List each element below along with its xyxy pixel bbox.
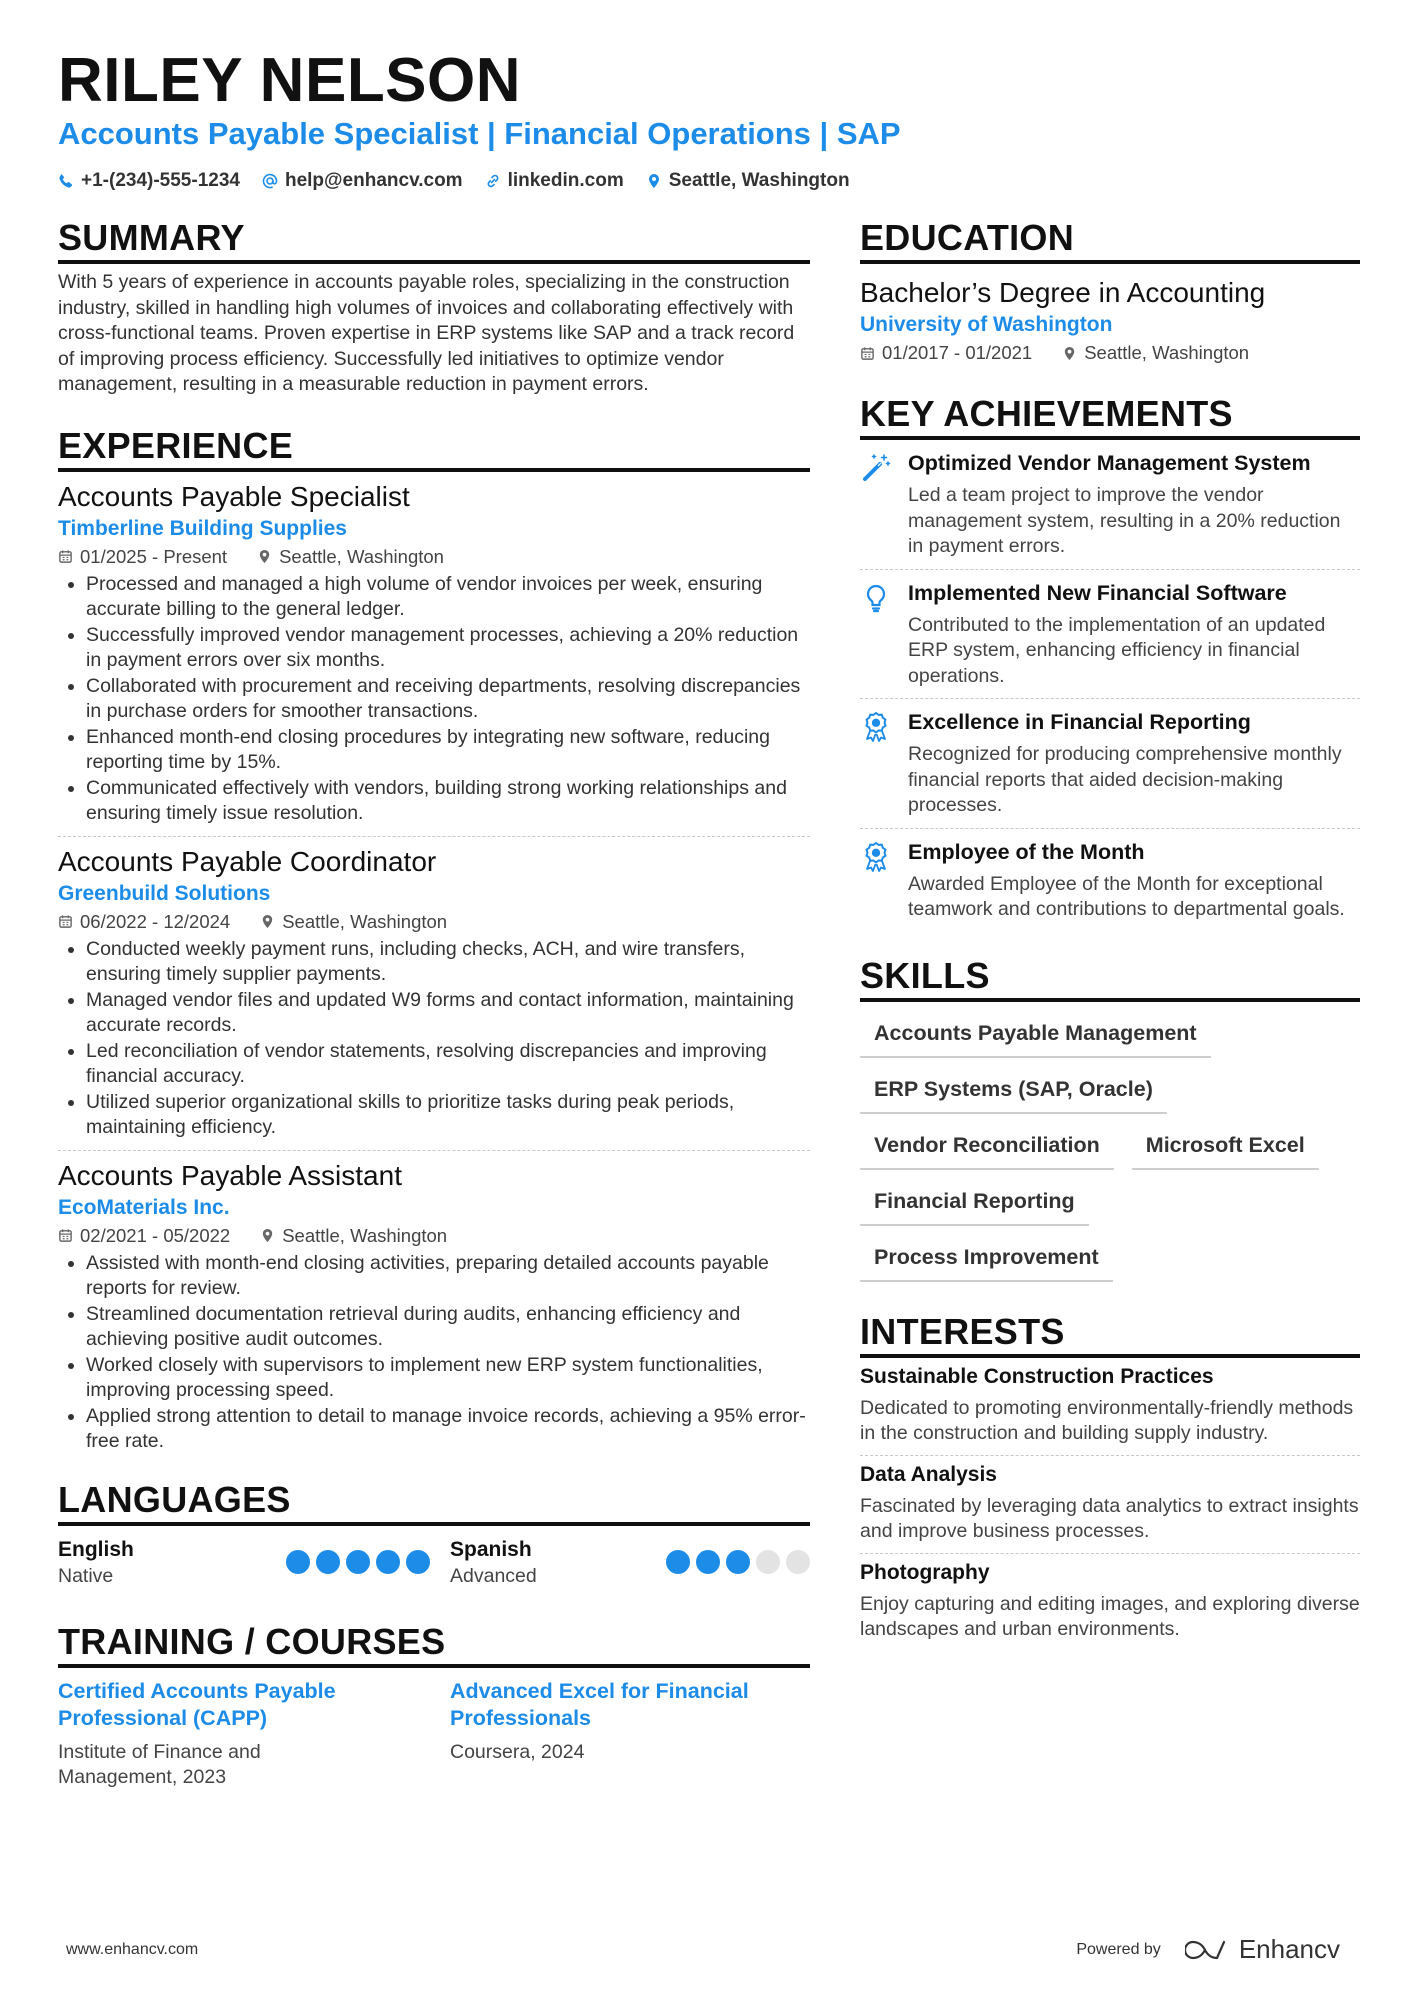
job-dates: 01/2025 - Present bbox=[80, 545, 228, 567]
location-pin-icon bbox=[646, 173, 662, 189]
training-provider: Institute of Finance and Management, 2023 bbox=[58, 1740, 261, 1788]
experience-section bbox=[58, 424, 810, 1464]
achievement-desc: Awarded Employee of the Month for exceptional teamwork and contributions to departmental goals. bbox=[908, 872, 1345, 920]
training-title-text: Certified Accounts Payable Professional (CAPP) bbox=[58, 1678, 336, 1730]
bullet-item: • Worked closely with supervisors to implement new ERP system functionalities, improving processing speed. bbox=[86, 1353, 810, 1404]
enhancv-logo-icon bbox=[1185, 1939, 1229, 1961]
interest-desc: Dedicated to promoting environmentally-friendly methods in the construction and building supply industry. bbox=[860, 1396, 1354, 1444]
contact-phone[interactable] bbox=[58, 168, 240, 194]
languages-section bbox=[58, 1478, 810, 1590]
location-pin-icon bbox=[257, 549, 272, 564]
contact-email[interactable] bbox=[262, 168, 463, 194]
training-title: TRAINING / COURSES bbox=[58, 1620, 810, 1668]
experience-title: EXPERIENCE bbox=[58, 424, 810, 472]
summary-text: With 5 years of experience in accounts payable roles, specializing in the construction industry, skilled in handling high volumes of invoices and collaborating effectively with cross-functional teams. Proven expertise in ERP systems like SAP and a track record of improving process efficiency. Successfully led initiatives to optimize vendor management, resulting in a measurable reduction in payment errors. bbox=[58, 271, 795, 395]
calendar-icon bbox=[58, 549, 73, 564]
achievement-desc: Led a team project to improve the vendor management system, resulting in a 20% reduction in payment errors. bbox=[908, 484, 1341, 557]
contact-phone-text: +1-(234)-555-1234 bbox=[81, 170, 240, 191]
calendar-icon bbox=[58, 914, 73, 929]
at-icon bbox=[262, 173, 278, 189]
bullet-item: • Managed vendor files and updated W9 forms and contact information, maintaining accurate records. bbox=[86, 988, 810, 1039]
bullet-item: • Utilized superior organizational skills to prioritize tasks during peak periods, maintaining efficiency. bbox=[86, 1090, 810, 1141]
education-section bbox=[860, 216, 1360, 366]
bullet-item: • Conducted weekly payment runs, including checks, ACH, and wire transfers, ensuring timely supplier payments. bbox=[86, 937, 810, 988]
language-name: Spanish bbox=[450, 1537, 532, 1561]
job-meta bbox=[58, 909, 810, 935]
contact-location bbox=[646, 168, 850, 194]
achievement-item bbox=[860, 699, 1360, 829]
skills-title: SKILLS bbox=[860, 954, 1360, 1002]
achievement-title: Implemented New Financial Software bbox=[908, 580, 1287, 605]
achievements-section bbox=[860, 392, 1360, 932]
footer-website[interactable]: www.enhancv.com bbox=[66, 1941, 199, 1958]
brand-name: Enhancv bbox=[1238, 1934, 1340, 1964]
education-title: EDUCATION bbox=[860, 216, 1360, 264]
language-level: Native bbox=[58, 1564, 114, 1587]
company-name: Greenbuild Solutions bbox=[58, 881, 271, 905]
degree-title: Bachelor’s Degree in Accounting bbox=[860, 277, 1266, 308]
rating-dot bbox=[726, 1550, 750, 1574]
bullet-item: • Processed and managed a high volume of vendor invoices per week, ensuring accurate billing to the general ledger. bbox=[86, 572, 810, 623]
job-location: Seattle, Washington bbox=[282, 910, 448, 932]
bullet-item: • Applied strong attention to detail to manage invoice records, achieving a 95% error-free rate. bbox=[86, 1404, 810, 1455]
bullet-item: • Assisted with month-end closing activities, preparing detailed accounts payable reports for review. bbox=[86, 1251, 810, 1302]
contact-linkedin[interactable] bbox=[485, 168, 624, 194]
language-name: English bbox=[58, 1537, 134, 1561]
job-bullets bbox=[58, 937, 810, 1141]
job-title: Accounts Payable Assistant bbox=[58, 1159, 402, 1191]
award-ribbon-icon bbox=[860, 841, 892, 873]
bullet-item: • Enhanced month-end closing procedures by integrating new software, reducing reporting time by 15%. bbox=[86, 725, 810, 776]
training-item bbox=[58, 1678, 450, 1791]
magic-wand-icon bbox=[860, 452, 892, 484]
job-meta bbox=[58, 544, 810, 570]
rating-dot bbox=[786, 1550, 810, 1574]
job-bullets bbox=[58, 1251, 810, 1455]
interests-title: INTERESTS bbox=[860, 1310, 1360, 1358]
interest-title: Data Analysis bbox=[860, 1462, 997, 1486]
language-level: Advanced bbox=[450, 1564, 537, 1587]
achievement-title: Optimized Vendor Management System bbox=[908, 451, 1311, 475]
candidate-headline: Accounts Payable Specialist | Financial Operations | SAP bbox=[58, 116, 901, 151]
achievement-desc: Recognized for producing comprehensive monthly financial reports that aided decision-making processes. bbox=[908, 743, 1342, 816]
interests-section bbox=[860, 1310, 1360, 1651]
phone-icon bbox=[58, 173, 74, 189]
candidate-name: RILEY NELSON bbox=[58, 46, 522, 115]
right-column bbox=[860, 216, 1360, 1651]
rating-dot bbox=[316, 1550, 340, 1574]
contact-email-text: help@enhancv.com bbox=[284, 170, 463, 191]
skills-section bbox=[860, 954, 1360, 1288]
location-pin-icon bbox=[260, 1228, 275, 1243]
skills-list bbox=[860, 1008, 1360, 1288]
bullet-item: • Successfully improved vendor management processes, achieving a 20% reduction in payment errors over six months. bbox=[86, 623, 810, 674]
contact-location-text: Seattle, Washington bbox=[668, 170, 850, 191]
job-location: Seattle, Washington bbox=[279, 545, 444, 567]
interest-item bbox=[860, 1358, 1360, 1456]
language-rating bbox=[666, 1550, 810, 1574]
footer-branding bbox=[1076, 1934, 1340, 1965]
bullet-item: • Streamlined documentation retrieval during audits, enhancing efficiency and achieving positive audit outcomes. bbox=[86, 1302, 810, 1353]
award-ribbon-icon bbox=[860, 711, 892, 743]
skill-tag: Accounts Payable Management bbox=[860, 1008, 1211, 1058]
powered-by-label: Powered by bbox=[1076, 1940, 1161, 1958]
job-title: Accounts Payable Coordinator bbox=[58, 845, 437, 877]
summary-title: SUMMARY bbox=[58, 216, 810, 264]
training-section bbox=[58, 1620, 810, 1791]
calendar-icon bbox=[58, 1228, 73, 1243]
bullet-item: • Collaborated with procurement and receiving departments, resolving discrepancies in purchase orders for smoother transactions. bbox=[86, 674, 810, 725]
training-item bbox=[450, 1678, 810, 1791]
achievement-desc: Contributed to the implementation of an updated ERP system, enhancing efficiency in financial operations. bbox=[908, 613, 1326, 687]
summary-section bbox=[58, 216, 810, 398]
achievement-item bbox=[860, 829, 1360, 932]
job-location: Seattle, Washington bbox=[282, 1224, 448, 1246]
language-rating bbox=[286, 1550, 430, 1574]
achievement-item bbox=[860, 440, 1360, 570]
contact-bar bbox=[58, 168, 850, 194]
job-title: Accounts Payable Specialist bbox=[58, 480, 410, 512]
lightbulb-icon bbox=[860, 582, 892, 614]
skill-tag: Microsoft Excel bbox=[1132, 1120, 1319, 1170]
languages-list bbox=[58, 1536, 810, 1590]
job-meta bbox=[58, 1223, 810, 1249]
language-item bbox=[450, 1536, 810, 1590]
interest-title: Photography bbox=[860, 1560, 990, 1584]
education-meta bbox=[860, 340, 1360, 366]
interest-title: Sustainable Construction Practices bbox=[860, 1364, 1214, 1388]
skill-tag: Financial Reporting bbox=[860, 1176, 1089, 1226]
training-list bbox=[58, 1678, 810, 1791]
skill-tag: Vendor Reconciliation bbox=[860, 1120, 1114, 1170]
interest-item bbox=[860, 1456, 1360, 1554]
rating-dot bbox=[286, 1550, 310, 1574]
rating-dot bbox=[406, 1550, 430, 1574]
contact-linkedin-text: linkedin.com bbox=[507, 170, 624, 191]
company-name: EcoMaterials Inc. bbox=[58, 1195, 230, 1219]
location-pin-icon bbox=[260, 914, 275, 929]
location-pin-icon bbox=[1062, 346, 1077, 361]
enhancv-brand[interactable] bbox=[1185, 1934, 1340, 1965]
experience-item bbox=[58, 1151, 810, 1464]
job-bullets bbox=[58, 572, 810, 827]
training-title-text: Advanced Excel for Financial Professionals bbox=[450, 1678, 749, 1730]
achievements-title: KEY ACHIEVEMENTS bbox=[860, 392, 1360, 440]
education-location: Seattle, Washington bbox=[1084, 342, 1250, 363]
calendar-icon bbox=[860, 346, 875, 361]
interest-desc: Fascinated by leveraging data analytics to extract insights and improve business processes. bbox=[860, 1494, 1359, 1542]
rating-dot bbox=[346, 1550, 370, 1574]
rating-dot bbox=[376, 1550, 400, 1574]
language-item bbox=[58, 1536, 450, 1590]
languages-title: LANGUAGES bbox=[58, 1478, 810, 1526]
achievement-item bbox=[860, 570, 1360, 700]
left-column bbox=[58, 216, 810, 1791]
interest-desc: Enjoy capturing and editing images, and exploring diverse landscapes and urban environments. bbox=[860, 1592, 1360, 1640]
interest-item bbox=[860, 1554, 1360, 1651]
achievement-title: Excellence in Financial Reporting bbox=[908, 710, 1251, 734]
rating-dot bbox=[756, 1550, 780, 1574]
education-dates: 01/2017 - 01/2021 bbox=[882, 342, 1033, 363]
bullet-item: • Led reconciliation of vendor statements, resolving discrepancies and improving financial accuracy. bbox=[86, 1039, 810, 1090]
skill-tag: ERP Systems (SAP, Oracle) bbox=[860, 1064, 1167, 1114]
rating-dot bbox=[666, 1550, 690, 1574]
experience-item bbox=[58, 472, 810, 837]
rating-dot bbox=[696, 1550, 720, 1574]
achievement-title: Employee of the Month bbox=[908, 839, 1145, 864]
bullet-item: • Communicated effectively with vendors, building strong working relationships and ensuring timely issue resolution. bbox=[86, 776, 810, 827]
job-dates: 02/2021 - 05/2022 bbox=[80, 1224, 231, 1246]
company-name: Timberline Building Supplies bbox=[58, 516, 347, 540]
training-provider: Coursera, 2024 bbox=[450, 1740, 585, 1763]
experience-item bbox=[58, 837, 810, 1151]
school-name: University of Washington bbox=[860, 313, 1113, 336]
link-icon bbox=[485, 173, 501, 189]
skill-tag: Process Improvement bbox=[860, 1232, 1113, 1282]
job-dates: 06/2022 - 12/2024 bbox=[80, 910, 231, 932]
